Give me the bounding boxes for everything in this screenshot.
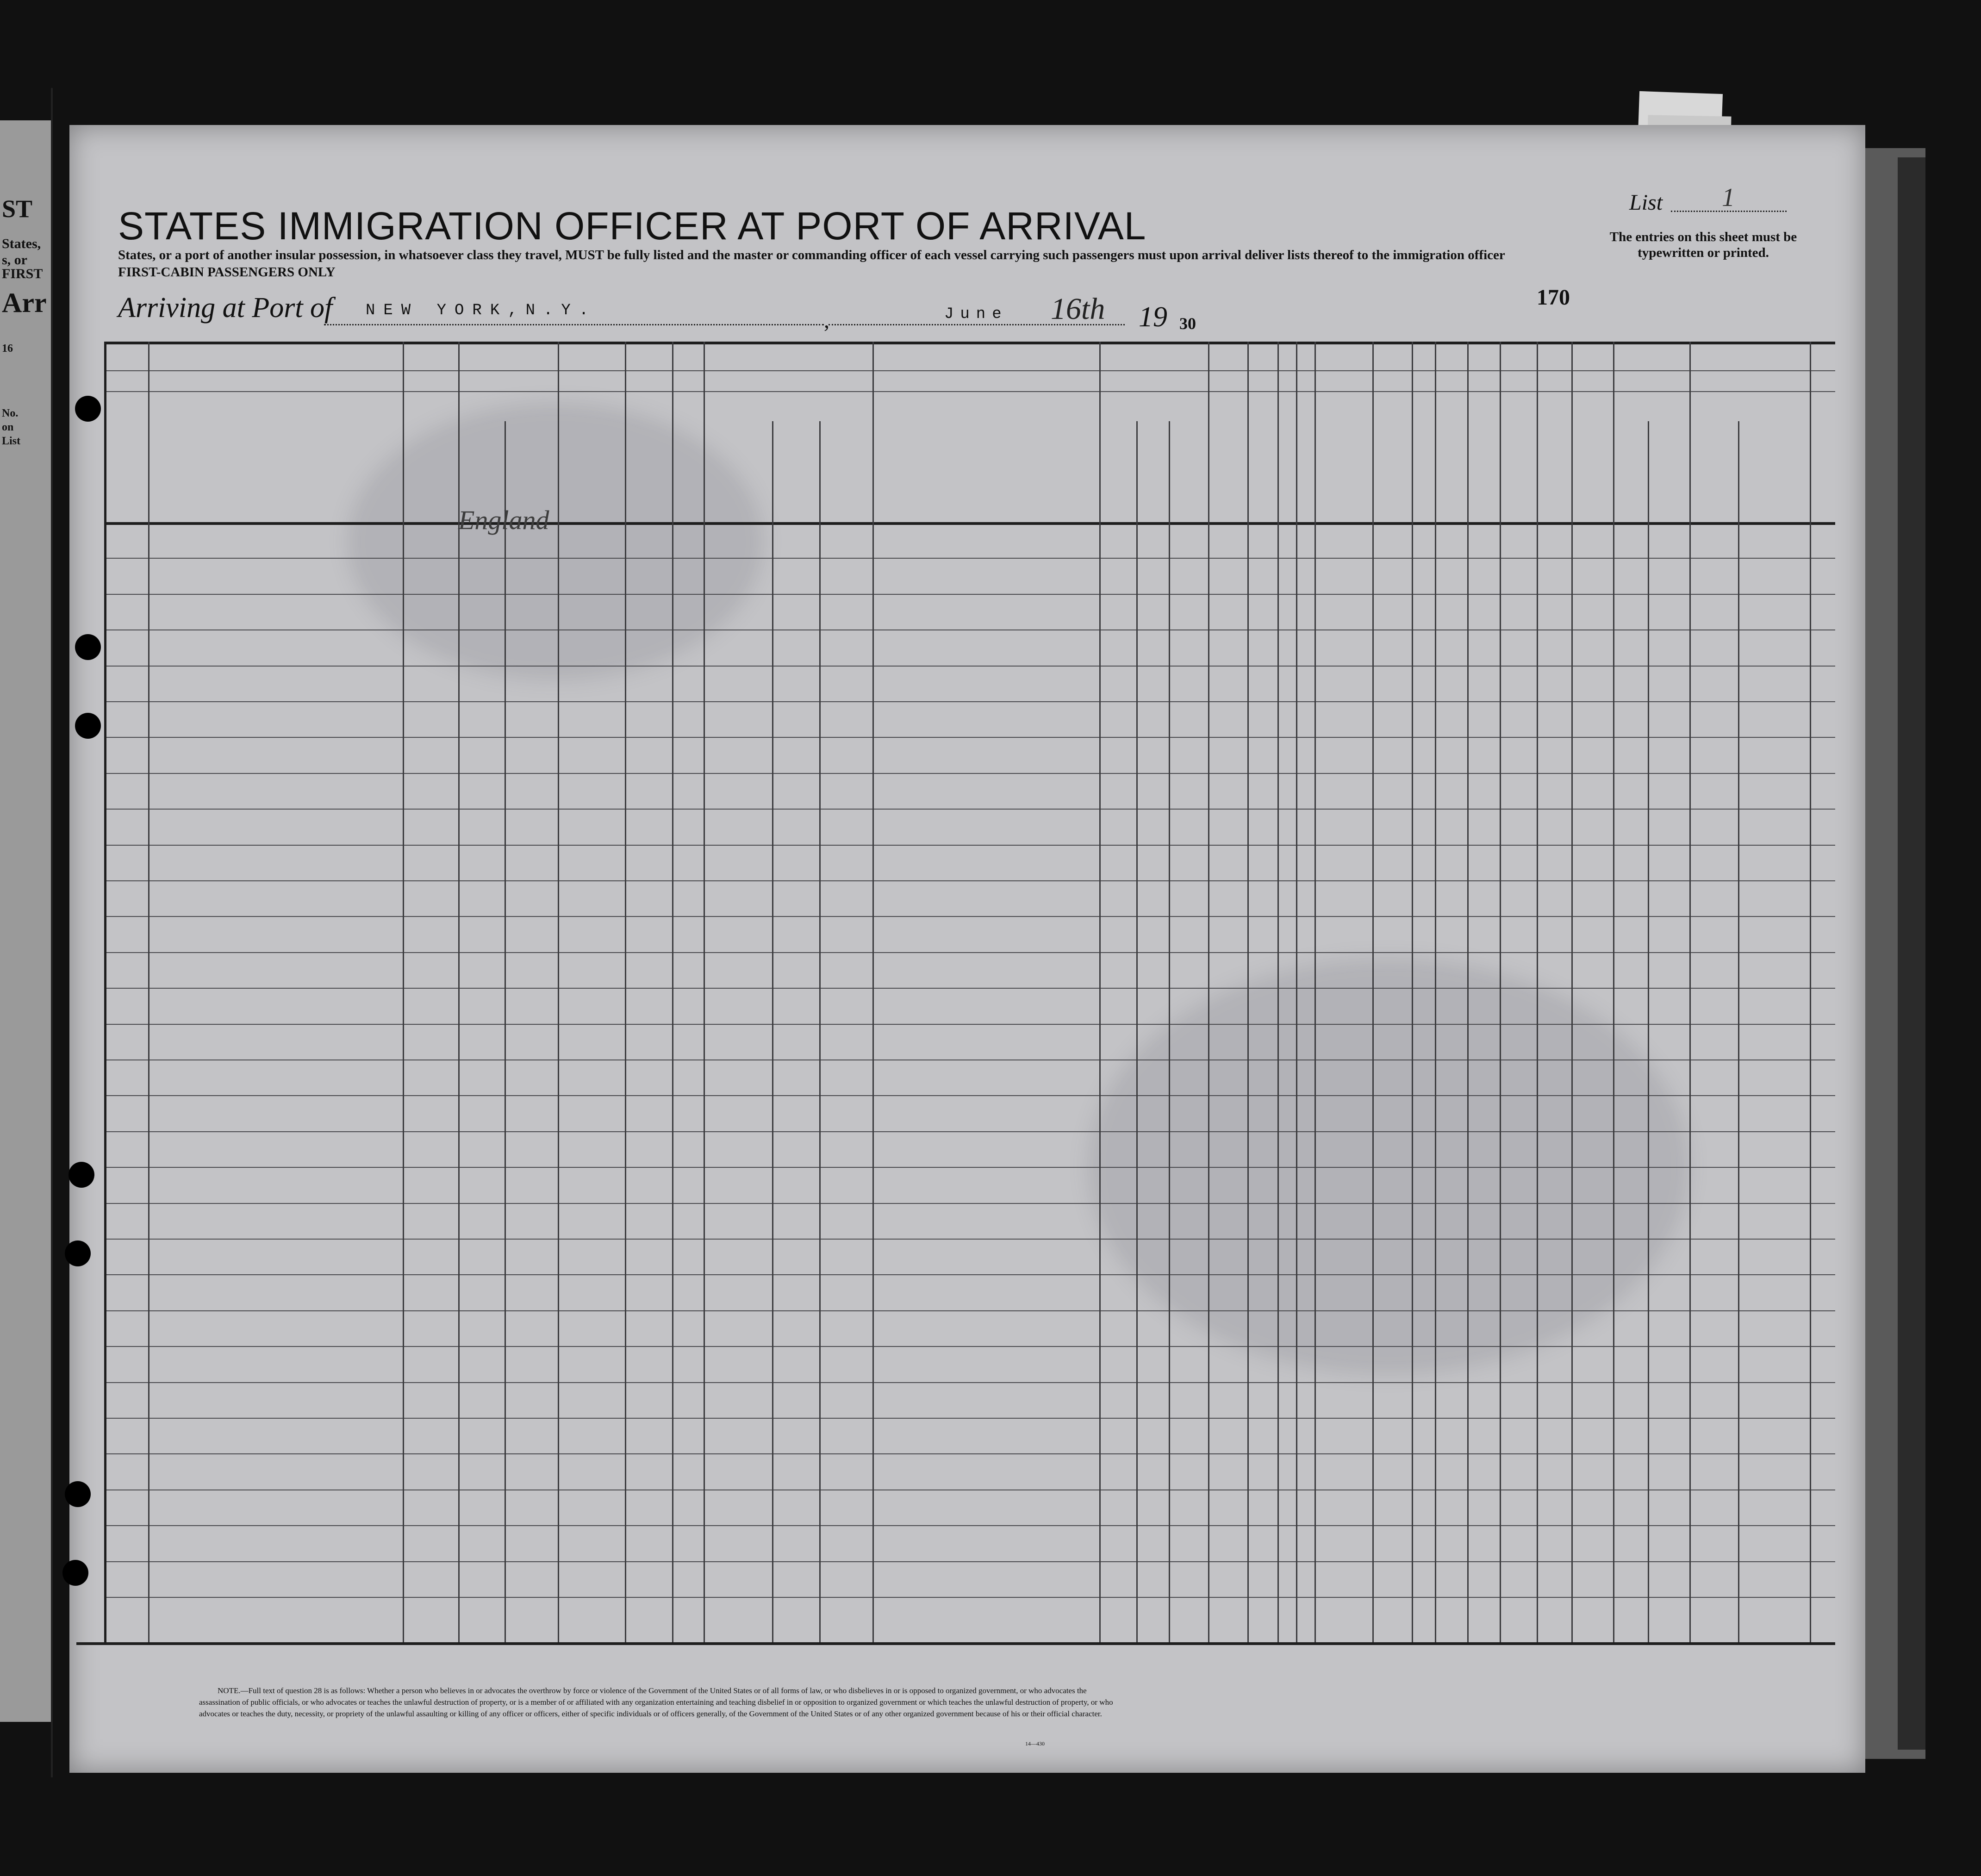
header-mid-rule	[104, 391, 1835, 392]
column-rule	[1500, 342, 1501, 1642]
column-rule	[1296, 342, 1297, 1642]
row-rule	[104, 1203, 1835, 1204]
header-length-time	[1138, 421, 1167, 518]
arrival-month: June	[944, 305, 1008, 323]
sub-column-rule	[1738, 421, 1739, 1642]
header-q30	[1413, 393, 1433, 518]
list-value: 1	[1722, 183, 1735, 212]
column-rule	[1412, 342, 1413, 1642]
header-prison	[1210, 393, 1246, 518]
row-rule	[104, 1131, 1835, 1132]
sub-column-rule	[772, 421, 773, 1642]
row-rule	[104, 1382, 1835, 1383]
sub-column-rule	[819, 421, 821, 1642]
punch-hole	[69, 1162, 94, 1188]
arrival-year-suffix: 30	[1179, 314, 1196, 333]
footer-note: NOTE.—Full text of question 28 is as follows: Whether a person who believes in or advocates the overthrow by force or violence of the Government of the United States or of all forms of law, or who disbelieves in or is opposed to organized government, or who advocates the assassination of public officials, or who advocates or teaches the unlawful destruction of property, or is a member of or affiliated with any organization entertaining and teaching disbelief in or opposition to organized government or which teaches the unlawful destruction of property, or who advocates or teaches the duty, necessity, or propriety of the unlawful assaulting or killing of any officer or officers, either of specific individuals or of officers generally, of the Government of the United States or of any other organized government because of his or their official character.	[199, 1686, 1113, 1718]
row-rule	[104, 809, 1835, 810]
row-rule	[104, 1525, 1835, 1526]
column-rule	[403, 342, 404, 1642]
first-cabin-label: FIRST-CABIN PASSENGERS ONLY	[118, 265, 336, 280]
column-number-rule	[104, 370, 1835, 371]
left-page-fragment: on	[2, 421, 14, 433]
column-rule	[1247, 342, 1249, 1642]
left-rule	[104, 342, 106, 1642]
left-page-fragment: No.	[2, 407, 19, 419]
sub-column-rule	[1648, 421, 1649, 1642]
row-rule	[104, 701, 1835, 702]
column-rule	[1099, 342, 1101, 1642]
header-q28	[1315, 393, 1371, 518]
column-rule	[558, 342, 559, 1642]
punch-hole	[75, 396, 101, 422]
left-page-fragment: States,	[2, 236, 41, 251]
row-rule	[104, 952, 1835, 953]
column-rule	[1372, 342, 1374, 1642]
column-rule	[1810, 342, 1811, 1642]
punch-hole	[75, 713, 101, 739]
row-rule	[104, 880, 1835, 881]
row-rule	[104, 1453, 1835, 1454]
column-rule	[148, 342, 150, 1642]
port-value: NEW YORK,N.Y.	[366, 302, 597, 319]
header-bottom-rule	[104, 522, 1835, 525]
sub-column-rule	[1169, 421, 1170, 1642]
header-feet	[1539, 476, 1557, 513]
form-number: 14—430	[1025, 1740, 1045, 1747]
row-rule	[104, 594, 1835, 595]
row-rule	[104, 1024, 1835, 1025]
row-rule	[104, 1239, 1835, 1240]
port-line	[324, 324, 824, 325]
instruction-line: States, or a port of another insular possession, in whatsoever class they travel, MUST be fully listed and the master or commanding officer of each vessel carrying such passengers must upon arrival deliver lists thereof to the immigration officer	[118, 248, 1505, 262]
column-rule	[1613, 342, 1614, 1642]
row-rule	[104, 737, 1835, 738]
table-top-rule	[104, 342, 1835, 344]
row-rule	[104, 845, 1835, 846]
punch-hole	[65, 1481, 91, 1507]
entries-note: The entries on this sheet must be typewritten or printed.	[1609, 230, 1797, 260]
column-rule	[1689, 342, 1691, 1642]
sub-column-rule	[505, 421, 506, 1642]
row-rule	[104, 1095, 1835, 1096]
handwritten-annotation: England	[458, 505, 549, 535]
arriving-label: Arriving at Port of	[118, 292, 333, 324]
header-polygamist	[1250, 393, 1276, 518]
column-rule	[625, 342, 626, 1642]
header-inches	[1557, 476, 1576, 513]
row-rule	[104, 1418, 1835, 1419]
header-q29	[1374, 393, 1410, 518]
column-rule	[1571, 342, 1573, 1642]
column-rule	[1467, 342, 1469, 1642]
row-rule	[104, 629, 1835, 630]
date-comma: ,	[824, 308, 829, 333]
arrival-day: 16th	[1051, 292, 1105, 326]
stain	[1088, 958, 1689, 1375]
binder-edge	[51, 88, 53, 1777]
column-rule	[672, 342, 673, 1642]
arrival-year-prefix: 19	[1139, 301, 1167, 333]
row-rule	[104, 1310, 1835, 1311]
row-rule	[104, 1346, 1835, 1347]
row-rule	[104, 1274, 1835, 1275]
list-label: List	[1629, 190, 1663, 215]
left-page-fragment: ST	[2, 195, 33, 223]
punch-hole	[62, 1560, 88, 1586]
right-page-stack-shadow	[1898, 157, 1925, 1750]
sub-column-rule	[1136, 421, 1138, 1642]
column-rule	[872, 342, 874, 1642]
column-rule	[458, 342, 460, 1642]
row-rule	[104, 916, 1835, 917]
row-rule	[104, 1167, 1835, 1168]
header-q31	[1436, 393, 1466, 518]
column-rule	[1208, 342, 1209, 1642]
left-page-fragment: Arr	[2, 287, 47, 318]
table-bottom-rule	[76, 1642, 1835, 1645]
left-page-fragment: List	[2, 435, 21, 447]
header-become-citizen	[1170, 421, 1206, 518]
header-ticket	[560, 382, 623, 521]
column-rule	[1435, 342, 1436, 1642]
column-rule	[704, 342, 705, 1642]
left-page-fragment: FIRST	[2, 266, 43, 281]
row-rule	[104, 1597, 1835, 1598]
page-title: STATES IMMIGRATION OFFICER AT PORT OF ARRIVAL	[118, 204, 1146, 248]
row-rule	[104, 558, 1835, 559]
column-rule	[1537, 342, 1538, 1642]
punch-hole	[65, 1240, 91, 1266]
row-rule	[104, 988, 1835, 989]
left-page-fragment: s, or	[2, 252, 27, 268]
left-page-fragment: 16	[2, 343, 13, 355]
header-anarchist	[1278, 393, 1295, 518]
column-rule	[1314, 342, 1316, 1642]
header-return	[1102, 421, 1135, 518]
punch-hole	[75, 634, 101, 660]
header-money	[673, 380, 702, 518]
row-rule	[104, 1561, 1835, 1562]
row-rule	[104, 666, 1835, 667]
column-rule	[1277, 342, 1279, 1642]
row-rule	[104, 773, 1835, 774]
left-page-edge	[0, 120, 51, 1722]
sheet-number: 170	[1537, 285, 1570, 310]
